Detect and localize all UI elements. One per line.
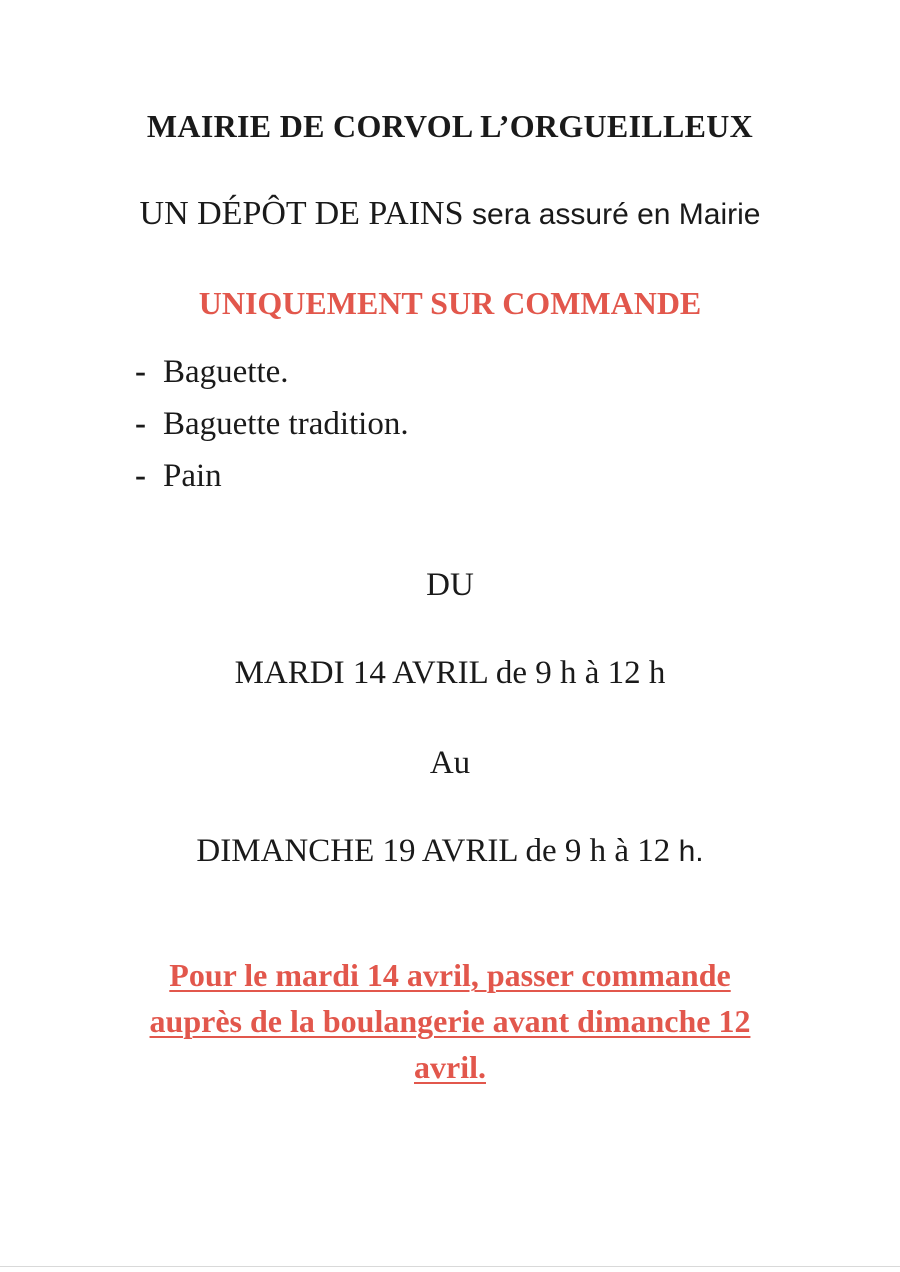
- list-item: [135, 348, 409, 400]
- announcement-line: [0, 195, 900, 233]
- to-label: Au: [429, 745, 471, 781]
- bullet-dash: -: [135, 458, 146, 494]
- note-line-1: Pour le mardi 14 avril, passer commande: [169, 957, 731, 993]
- announcement-part1: UN DÉPÔT DE PAINS: [139, 195, 473, 232]
- product-label: Pain: [163, 458, 222, 494]
- list-item: [135, 400, 409, 452]
- product-list: [135, 348, 409, 504]
- to-date-part2: h.: [678, 835, 704, 868]
- order-only-notice: UNIQUEMENT SUR COMMANDE: [198, 285, 702, 321]
- product-label: Baguette.: [163, 354, 289, 390]
- announcement-part2: sera assuré en Mairie: [472, 198, 761, 231]
- note-line-2: auprès de la boulangerie avant dimanche 12: [149, 1003, 751, 1039]
- bullet-dash: -: [135, 354, 146, 390]
- page-title: MAIRIE DE CORVOL L’ORGUEILLEUX: [146, 108, 754, 144]
- product-label: Baguette tradition.: [163, 406, 409, 442]
- note-line-3: avril.: [414, 1049, 486, 1085]
- to-date: [0, 833, 900, 870]
- to-date-part1: DIMANCHE 19 AVRIL de 9 h à 12: [196, 833, 679, 869]
- from-date: MARDI 14 AVRIL de 9 h à 12 h: [234, 655, 666, 691]
- list-item: [135, 452, 409, 504]
- from-label: DU: [426, 567, 474, 603]
- page-bottom-divider: [0, 1266, 900, 1267]
- bullet-dash: -: [135, 406, 146, 442]
- order-deadline-note: [90, 952, 810, 1090]
